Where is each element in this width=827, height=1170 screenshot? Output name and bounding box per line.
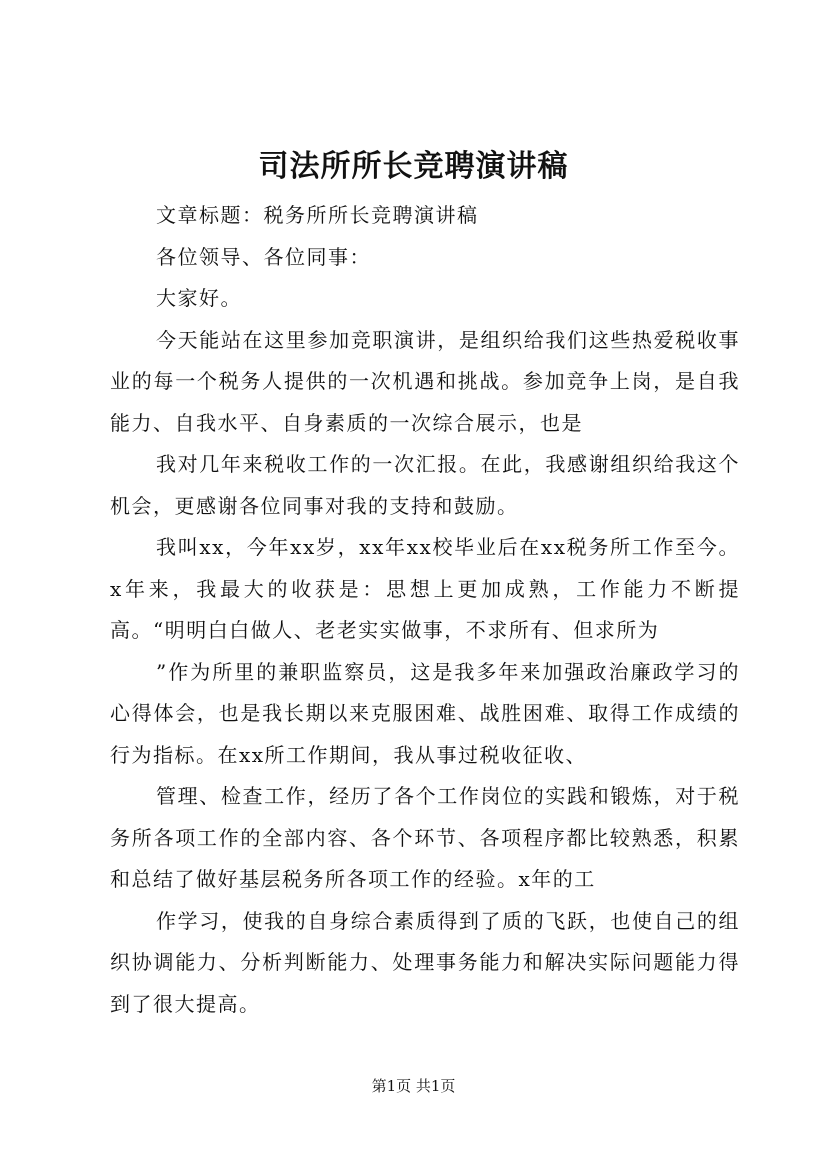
document-title: 司法所所长竞聘演讲稿 — [258, 149, 569, 184]
paragraph-body: 管理、检查工作，经历了各个工作岗位的实践和锻炼，对于税务所各项工作的全部内容、各个环节、各项程序都比较熟悉，积累和总结了做好基层税务所各项工作的经验。x年的工 — [110, 784, 740, 891]
paragraph-body: 我叫xx，今年xx岁，xx年xx校毕业后在xx税务所工作至今。x年来，我最大的收获是：思想上更加成熟，工作能力不断提高。“明明白白做人、老老实实做事，不求所有、但求所为 — [110, 535, 740, 642]
document-body — [110, 195, 740, 1025]
paragraph-body: 我对几年来税收工作的一次汇报。在此，我感谢组织给我这个机会，更感谢各位同事对我的支持和鼓励。 — [110, 452, 740, 518]
page-number-footer: 第1页 共1页 — [371, 1077, 456, 1095]
paragraph-body: ”作为所里的兼职监察员，这是我多年来加强政治廉政学习的心得体会，也是我长期以来克服困难、战胜困难、取得工作成绩的行为指标。在xx所工作期间，我从事过税收征收、 — [110, 659, 740, 767]
paragraph-article-title: 文章标题：税务所所长竞聘演讲稿 — [156, 203, 479, 227]
paragraph-body: 作学习，使我的自身综合素质得到了质的飞跃，也使自己的组织协调能力、分析判断能力、处理事务能力和解决实际问题能力得到了很大提高。 — [110, 908, 740, 1016]
paragraph-salutation: 各位领导、各位同事： — [156, 244, 371, 269]
paragraph-greeting: 大家好。 — [156, 286, 242, 310]
paragraph-body: 今天能站在这里参加竞职演讲，是组织给我们这些热爱税收事业的每一个税务人提供的一次机遇和挑战。参加竞争上岗，是自我能力、自我水平、自身素质的一次综合展示，也是 — [110, 327, 740, 435]
